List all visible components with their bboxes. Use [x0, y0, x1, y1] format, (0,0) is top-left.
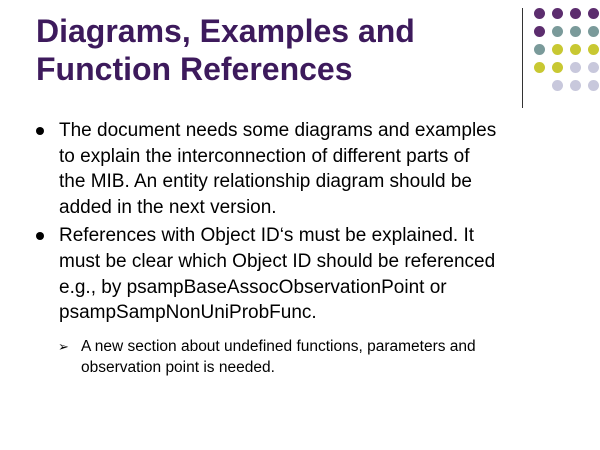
bullet-line: psampSampNonUniProbFunc. [59, 302, 317, 324]
title-line-1: Diagrams, Examples and [36, 13, 415, 49]
decorative-dot [588, 80, 599, 91]
bullet-line: added in the next version. [59, 196, 277, 218]
sub-bullet-item [58, 336, 558, 378]
decorative-dot [570, 62, 581, 73]
decorative-dot [588, 44, 599, 55]
decorative-dot-grid [530, 8, 600, 98]
bullet-line: must be clear which Object ID should be referenced [59, 250, 496, 272]
decorative-dot [588, 8, 599, 19]
decorative-dot [552, 26, 563, 37]
sub-bullet-list [58, 336, 558, 378]
decorative-dot [570, 80, 581, 91]
decorative-dot [570, 44, 581, 55]
bullet-line: e.g., by psampBaseAssocObservationPoint or [59, 276, 447, 298]
decorative-dot [552, 62, 563, 73]
slide-title [36, 12, 506, 88]
bullet-dot-icon [36, 127, 44, 135]
sub-bullet-line: observation point is needed. [81, 359, 275, 376]
bullet-line: The document needs some diagrams and examples [59, 120, 497, 141]
decorative-dot [534, 26, 545, 37]
bullet-line: to explain the interconnection of different parts of [59, 145, 470, 167]
sub-bullet-line: A new section about undefined functions, parameters and [81, 338, 476, 355]
decorative-dot [588, 62, 599, 73]
bullet-dot-icon [36, 232, 44, 240]
title-line-2: Function References [36, 51, 353, 87]
decorative-dot [534, 62, 545, 73]
bullet-item [36, 118, 576, 220]
decorative-dot [534, 8, 545, 19]
header-divider [522, 8, 523, 108]
decorative-dot [552, 80, 563, 91]
bullet-line: References with Object ID‘s must be explained. It [59, 225, 475, 247]
decorative-dot [570, 8, 581, 19]
decorative-dot [534, 44, 545, 55]
bullet-list [36, 118, 576, 329]
decorative-dot [588, 26, 599, 37]
decorative-dot [552, 44, 563, 55]
bullet-item [36, 223, 576, 325]
bullet-line: the MIB. An entity relationship diagram should be [59, 171, 472, 193]
decorative-dot [552, 8, 563, 19]
arrow-bullet-icon: ➢ [58, 339, 69, 354]
decorative-dot [570, 26, 581, 37]
